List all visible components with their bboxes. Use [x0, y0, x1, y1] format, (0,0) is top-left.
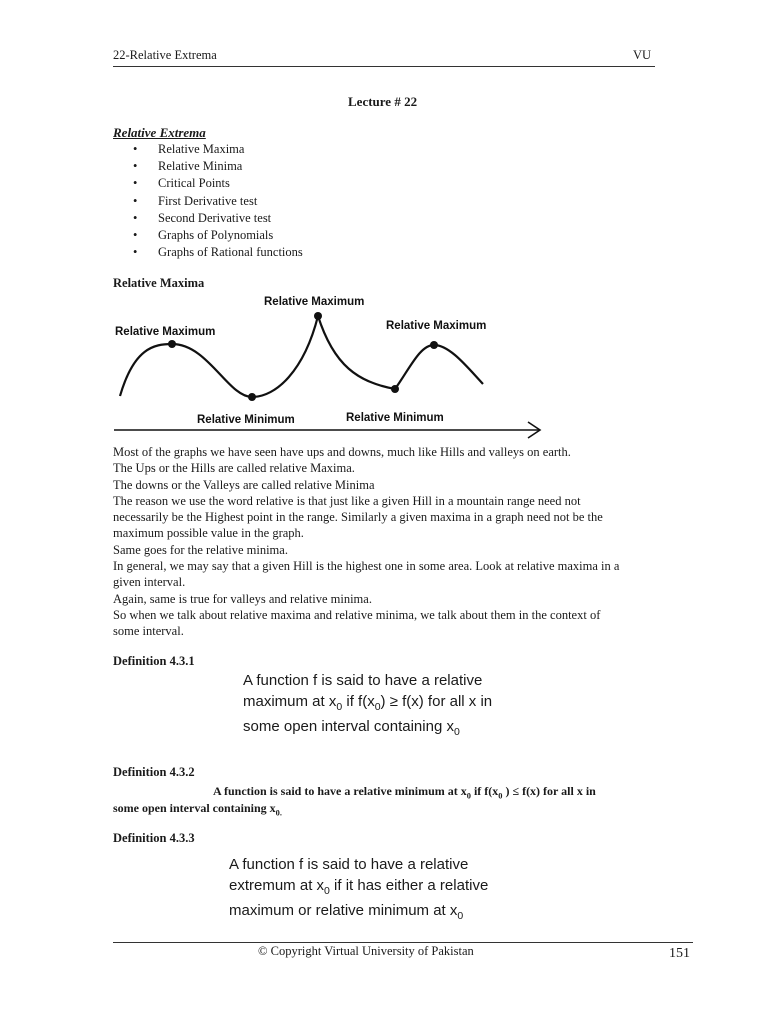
paragraph-line: Same goes for the relative minima.: [113, 542, 288, 557]
min-point-left: [248, 393, 256, 401]
definition-text-2-line1: A function is said to have a relative minimum at $x_0$ if $f(x_0$ ) ≤ f(x) for all x in: [213, 784, 596, 801]
paragraph-line: In general, we may say that a given Hill is the highest one in some area. Look at relative maxima in a: [113, 559, 620, 574]
explanation-paragraphs: [113, 444, 658, 640]
page-number: 151: [669, 946, 690, 961]
footer-rule: [113, 942, 693, 943]
paragraph-line: So when we talk about relative maxima and relative minima, we talk about them in the context of: [113, 607, 601, 622]
relative-maxima-heading: Relative Maxima: [113, 276, 205, 290]
extrema-figure: [100, 288, 560, 446]
footer-copyright: © Copyright Virtual University of Pakistan: [258, 944, 474, 958]
topic-item: • Relative Minima: [113, 158, 303, 175]
definition-line: some open interval containing $x_0$: [243, 718, 460, 738]
definition-line: A function f is said to have a relative: [229, 856, 469, 873]
label-max-left: Relative Maximum: [115, 326, 216, 338]
label-min-left: Relative Minimum: [197, 414, 295, 426]
definition-heading-1: Definition 4.3.1: [113, 654, 195, 668]
definition-text-1: [243, 671, 492, 743]
paragraph-line: Again, same is true for valleys and relative minima.: [113, 591, 372, 606]
max-point-left: [168, 340, 176, 348]
definition-text-3: [229, 855, 488, 927]
header-rule: [113, 66, 655, 67]
max-point-top: [314, 312, 322, 320]
topic-item: • Relative Maxima: [113, 141, 303, 158]
definition-heading-3: Definition 4.3.3: [113, 831, 195, 845]
label-max-right: Relative Maximum: [386, 320, 487, 332]
label-min-right: Relative Minimum: [346, 412, 444, 424]
topic-item: • Graphs of Polynomials: [113, 227, 303, 244]
paragraph-line: The downs or the Valleys are called relative Minima: [113, 477, 375, 492]
running-header-vu: VU: [633, 48, 652, 62]
definition-heading-2: Definition 4.3.2: [113, 765, 195, 779]
paragraph-line: given interval.: [113, 575, 186, 590]
definition-line: A function f is said to have a relative: [243, 672, 483, 689]
running-header-title: 22-Relative Extrema: [113, 48, 217, 62]
max-point-right: [430, 341, 438, 349]
topic-item: • Second Derivative test: [113, 210, 303, 227]
paragraph-line: The Ups or the Hills are called relative Maxima.: [113, 461, 355, 476]
min-point-right: [391, 385, 399, 393]
section-title: Relative Extrema: [113, 125, 206, 140]
label-max-top: Relative Maximum: [264, 296, 365, 308]
topic-item: • Critical Points: [113, 175, 303, 192]
topic-list: [113, 141, 303, 261]
definition-text-2-line2: some open interval containing $x_{0.}$: [113, 801, 282, 818]
definition-line: extremum at $x_0$ if it has either a relative: [229, 876, 489, 897]
topic-item: • First Derivative test: [113, 193, 303, 210]
definition-line: maximum at $x_0$ if $f(x_0) \ge f(x)$ for all x in: [243, 692, 493, 713]
definition-line: maximum or relative minimum at $x_0$: [229, 902, 464, 922]
paragraph-line: some interval.: [113, 624, 184, 639]
paragraph-line: Most of the graphs we have seen have ups and downs, much like Hills and valleys on earth.: [113, 445, 571, 459]
lecture-title: Lecture # 22: [348, 94, 418, 109]
paragraph-line: necessarily be the Highest point in the range. Similarly a given maxima in a graph need not be the: [113, 510, 603, 525]
topic-item: • Graphs of Rational functions: [113, 244, 303, 261]
paragraph-line: maximum possible value in the graph.: [113, 526, 304, 541]
paragraph-line: The reason we use the word relative is that just like a given Hill in a mountain range need not: [113, 493, 581, 508]
